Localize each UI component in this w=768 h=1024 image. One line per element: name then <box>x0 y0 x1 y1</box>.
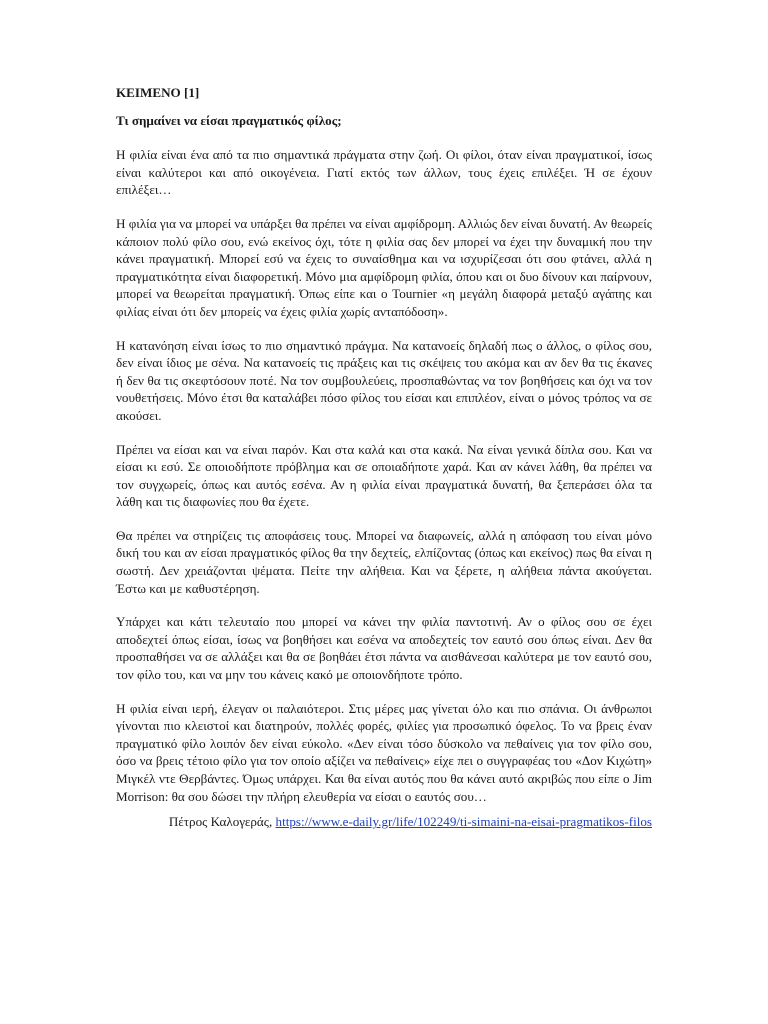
paragraph-7: Η φιλία είναι ιερή, έλεγαν οι παλαιότεροι. Στις μέρες μας γίνεται όλο και πιο σπάνια. Οι άνθρωποι γίνονται πιο κλειστοί και διατηρούν, πολλές φορές, φιλίες για προσωπικό όφελος. Το να βρεις έναν πραγματικό φίλο λοιπόν δεν είναι εύκολο. «Δεν είναι τόσο δύσκολο να πεθαίνεις για τον φίλο σου, όσο να βρεις τέτοιο φίλο για τον οποίο αξίζει να πεθαίνεις» είχε πει ο συγγραφέας του «Δον Κιχώτη» Μιγκέλ ντε Θερβάντες. Όμως υπάρχει. Και θα είναι αυτός που θα κάνει αυτό ακριβώς που είπε ο Jim Morrison: θα σου δώσει την πλήρη ελευθερία να είσαι ο εαυτός σου… <box>116 700 652 804</box>
paragraph-1: Η φιλία είναι ένα από τα πιο σημαντικά πράγματα στην ζωή. Οι φίλοι, όταν είναι πραγματικοί, ίσως είναι καλύτεροι και από οικογένεια. Γιατί εκτός των άλλων, τους έχεις επιλέξει. Ή σε έχουν επιλέξει… <box>116 147 652 198</box>
paragraph-5: Θα πρέπει να στηρίζεις τις αποφάσεις τους. Μπορεί να διαφωνείς, αλλά η απόφαση του είναι μόνο δική του και αν είσαι πραγματικός φίλος θα την δεχτείς, ελπίζοντας (όπως και εκείνος) πως θα είναι η σωστή. Δεν χρειάζονται ψέματα. Πείτε την αλήθεια. Και να ξέρετε, η αλήθεια πάντα ακούγεται. Έστω και με καθυστέρηση. <box>116 527 652 596</box>
citation <box>116 813 652 831</box>
paragraph-3: Η κατανόηση είναι ίσως το πιο σημαντικό πράγμα. Να κατανοείς δηλαδή πως ο άλλος, ο φίλος σου, δεν είναι ίδιος με σένα. Να κατανοείς τις πράξεις και τις σκέψεις του ακόμα και αν δεν θα τις έκανες ή δεν θα τις σκεφτόσουν ποτέ. Να τον συμβουλεύεις, προσπαθώντας να τον βοηθήσεις και όχι να τον νουθετήσεις. Μόνο έτσι θα καταλάβει πόσο φίλος του είσαι και επιπλέον, είναι ο μόνος τρόπος να σε ακούσει. <box>116 337 652 423</box>
article-title: Τι σημαίνει να είσαι πραγματικός φίλος; <box>116 112 342 128</box>
citation-author: Πέτρος Καλογεράς, <box>168 814 273 830</box>
document-page <box>116 84 652 831</box>
source-link[interactable]: https://www.e-daily.gr/life/102249/ti-simaini-na-eisai-pragmatikos-filos <box>275 814 652 830</box>
paragraph-2: Η φιλία για να μπορεί να υπάρξει θα πρέπει να είναι αμφίδρομη. Αλλιώς δεν είναι δυνατή. Αν θεωρείς κάποιον πολύ φίλο σου, ενώ εκείνος όχι, τότε η φιλία σας δεν μπορεί να έχει την δυναμική που την κάνει πραγματική. Μπορεί εσύ να έχεις το συναίσθημα και να ισχυρίζεσαι ότι σου φτάνει, αλλά η πραγματικότητα είναι διαφορετική. Μόνο μια αμφίδρομη φιλία, όπου και οι δυο δίνουν και παίρνουν, μπορεί να θεωρείται πραγματική. Όπως είπε και ο Tournier «η μεγάλη διαφορά μεταξύ αγάπης και φιλίας είναι ότι δεν μπορείς να έχεις φιλία χωρίς ανταπόδοση». <box>116 215 652 319</box>
paragraph-4: Πρέπει να είσαι και να είναι παρόν. Και στα καλά και στα κακά. Να είναι γενικά δίπλα σου. Και να είσαι κι εσύ. Σε οποιοδήποτε πρόβλημα και σε οποιαδήποτε χαρά. Και αν κάνει λάθη, θα πρέπει να τον συγχωρείς, όπως και αυτός εσένα. Αν η φιλία είναι πραγματικά δυνατή, θα ξεπεράσει όλα τα λάθη και τις διαφωνίες που θα έχετε. <box>116 441 652 510</box>
document-heading: ΚΕΙΜΕΝΟ [1] <box>116 85 200 100</box>
paragraph-6: Υπάρχει και κάτι τελευταίο που μπορεί να κάνει την φιλία παντοτινή. Αν ο φίλος σου σε έχει αποδεχτεί όπως είσαι, ίσως να βοηθήσει και εσένα να αποδεχτείς τον εαυτό σου όπως είναι. Δεν θα προσπαθήσει να σε αλλάξει και θα σε βοηθάει έτσι πάντα να αισθάνεσαι καλύτερα με τον εαυτό σου, τον φίλο του, και να μην του κάνεις κακό με οποιονδήποτε τρόπο. <box>116 614 652 683</box>
